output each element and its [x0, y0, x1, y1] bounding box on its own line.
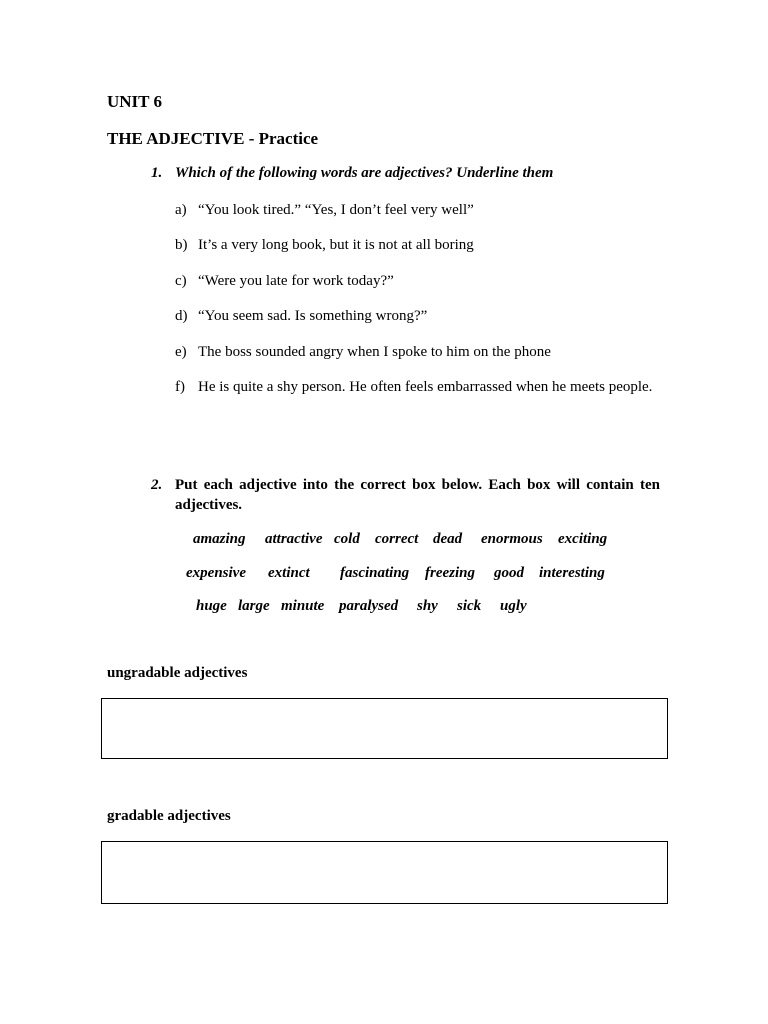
item-label: b): [175, 237, 188, 253]
question2-number: 2.: [151, 477, 163, 493]
ungradable-answer-box[interactable]: [101, 698, 668, 759]
section-title: [107, 129, 318, 149]
word-dead: dead: [433, 531, 463, 547]
question1-item-e: [175, 344, 551, 361]
word-paralysed: paralysed: [339, 598, 399, 614]
gradable-answer-box[interactable]: [101, 841, 668, 904]
question1-text: Which of the following words are adjectives? Underline them: [175, 165, 554, 181]
word-expensive: expensive: [186, 565, 246, 581]
item-text: “Were you late for work today?”: [198, 273, 394, 289]
word-interesting: interesting: [539, 565, 605, 581]
word-freezing: freezing: [425, 565, 475, 581]
question1-item-a: [175, 202, 474, 219]
gradable-label: gradable adjectives: [107, 808, 231, 824]
word-attractive: attractive: [265, 531, 323, 547]
item-text: He is quite a shy person. He often feels embarrassed when he meets people.: [198, 379, 653, 395]
word-fascinating: fascinating: [340, 565, 410, 581]
word-correct: correct: [375, 531, 419, 547]
item-label: e): [175, 344, 187, 360]
item-text: It’s a very long book, but it is not at all boring: [198, 237, 474, 253]
question1-item-b: [175, 237, 474, 254]
word-minute: minute: [281, 598, 325, 614]
ungradable-label: ungradable adjectives: [107, 665, 248, 681]
item-label: f): [175, 379, 185, 395]
word-cold: cold: [334, 531, 360, 547]
question1-item-c: [175, 273, 394, 290]
section-title-text: THE ADJECTIVE - Practice: [107, 129, 319, 148]
item-text: “You seem sad. Is something wrong?”: [198, 308, 428, 324]
word-shy: shy: [417, 598, 438, 614]
word-enormous: enormous: [481, 531, 543, 547]
word-exciting: exciting: [558, 531, 608, 547]
unit-title: UNIT 6: [107, 92, 162, 111]
word-extinct: extinct: [268, 565, 310, 581]
question1-item-f: [175, 379, 652, 396]
word-sick: sick: [457, 598, 482, 614]
word-ugly: ugly: [500, 598, 527, 614]
item-label: c): [175, 273, 187, 289]
word-huge: huge: [196, 598, 227, 614]
question2-line2: adjectives.: [175, 497, 243, 513]
question1-number: 1.: [151, 165, 163, 181]
word-good: good: [494, 565, 524, 581]
question1-item-d: [175, 308, 427, 325]
item-text: The boss sounded angry when I spoke to him on the phone: [198, 344, 551, 360]
item-label: d): [175, 308, 188, 324]
word-amazing: amazing: [193, 531, 246, 547]
word-large: large: [238, 598, 270, 614]
item-text: “You look tired.” “Yes, I don’t feel very well”: [198, 202, 474, 218]
question2-line1: Put each adjective into the correct box below. Each box will contain ten: [175, 477, 660, 493]
item-label: a): [175, 202, 187, 218]
